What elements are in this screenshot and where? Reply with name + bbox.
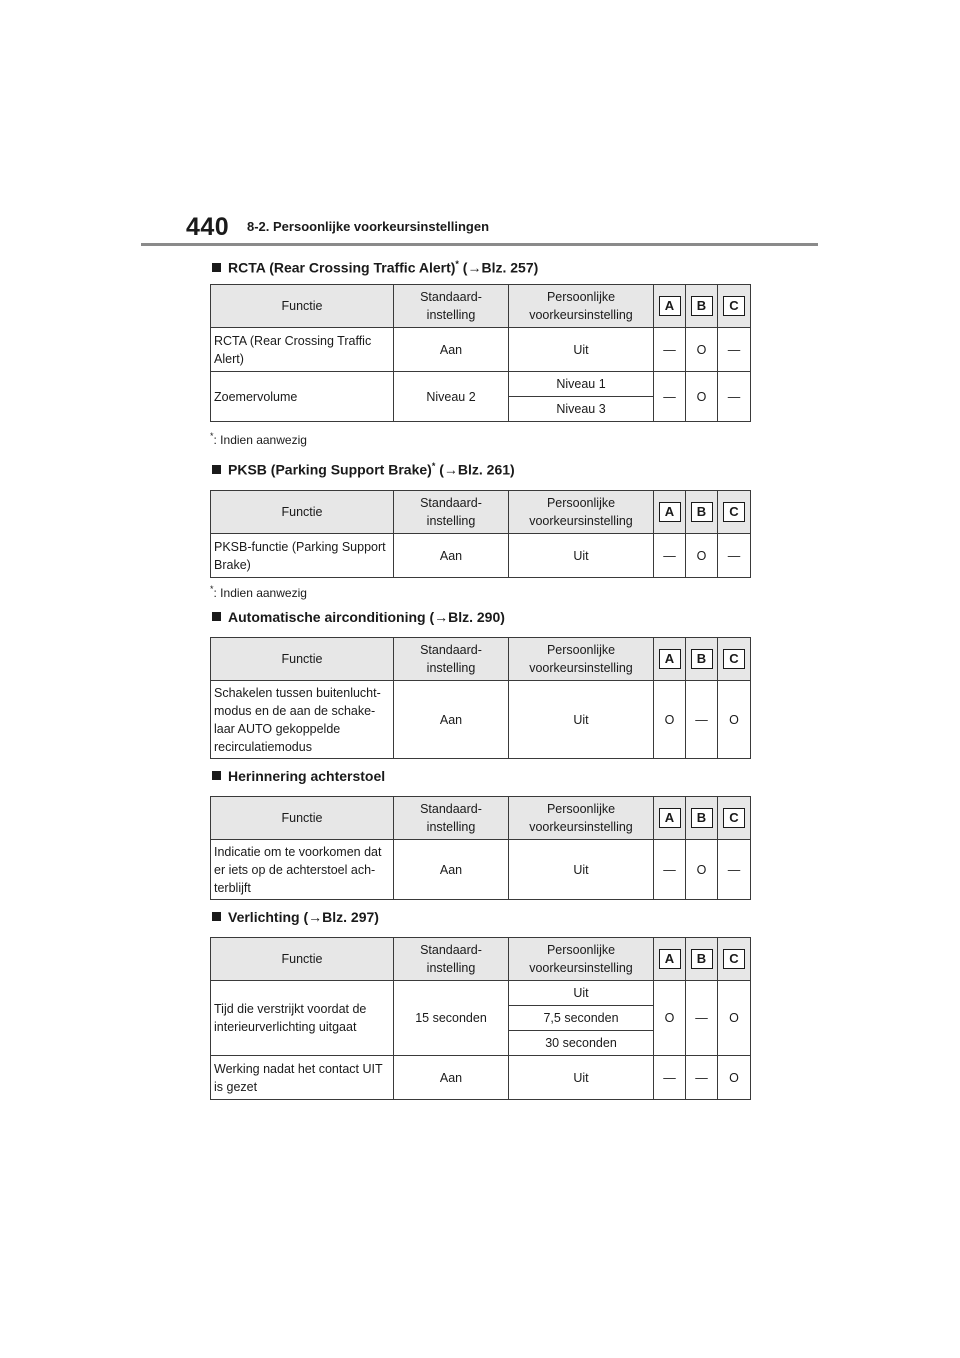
table-row bbox=[211, 681, 751, 759]
cell-functie: Werking nadat het contact UIT is gezet bbox=[211, 1056, 394, 1100]
footnote: *: Indien aanwezig bbox=[210, 584, 307, 600]
header-a bbox=[654, 491, 686, 534]
header-persoonlijke: Persoonlijke voorkeursinstelling bbox=[509, 797, 654, 840]
header-b bbox=[686, 797, 718, 840]
letter-c-icon: C bbox=[723, 808, 745, 828]
footnote: *: Indien aanwezig bbox=[210, 431, 307, 447]
header-c bbox=[718, 938, 751, 981]
header-persoonlijke: Persoonlijke voorkeursinstelling bbox=[509, 938, 654, 981]
table-header-row bbox=[211, 491, 751, 534]
cell-c: — bbox=[718, 840, 751, 900]
table-header-row bbox=[211, 285, 751, 328]
letter-b-icon: B bbox=[691, 808, 713, 828]
cell-standaard: Aan bbox=[394, 534, 509, 578]
cell-b: — bbox=[686, 1056, 718, 1100]
table-row bbox=[211, 534, 751, 578]
table-row bbox=[211, 981, 751, 1006]
settings-table-airco bbox=[210, 637, 751, 759]
cell-persoonlijke: Uit bbox=[509, 328, 654, 372]
cell-a: — bbox=[654, 372, 686, 422]
page-number: 440 bbox=[186, 213, 230, 241]
header-persoonlijke: Persoonlijke voorkeursinstelling bbox=[509, 491, 654, 534]
cell-b: O bbox=[686, 372, 718, 422]
cell-b: O bbox=[686, 534, 718, 578]
cell-c: O bbox=[718, 1056, 751, 1100]
cell-c: — bbox=[718, 534, 751, 578]
cell-standaard: Aan bbox=[394, 840, 509, 900]
header-divider bbox=[141, 243, 818, 246]
cell-a: — bbox=[654, 840, 686, 900]
cell-persoonlijke: 7,5 seconden bbox=[509, 1006, 654, 1031]
section-title-verlichting: Verlichting (→Blz. 297) bbox=[212, 909, 379, 925]
header-c bbox=[718, 638, 751, 681]
letter-a-icon: A bbox=[659, 296, 681, 316]
header-functie: Functie bbox=[211, 938, 394, 981]
bullet-square-icon bbox=[212, 263, 221, 272]
header-b bbox=[686, 938, 718, 981]
settings-table-pksb bbox=[210, 490, 751, 578]
header-b bbox=[686, 638, 718, 681]
cell-a: — bbox=[654, 534, 686, 578]
bullet-square-icon bbox=[212, 771, 221, 780]
header-functie: Functie bbox=[211, 285, 394, 328]
letter-b-icon: B bbox=[691, 949, 713, 969]
cell-standaard: Niveau 2 bbox=[394, 372, 509, 422]
cell-functie: RCTA (Rear Crossing Traffic Alert) bbox=[211, 328, 394, 372]
cell-persoonlijke: Uit bbox=[509, 981, 654, 1006]
cell-persoonlijke: 30 seconden bbox=[509, 1031, 654, 1056]
table-row bbox=[211, 1056, 751, 1100]
header-a bbox=[654, 797, 686, 840]
cell-persoonlijke: Niveau 3 bbox=[509, 397, 654, 422]
cell-a: O bbox=[654, 681, 686, 759]
section-title-rcta: RCTA (Rear Crossing Traffic Alert)* (→Blz. 257) bbox=[212, 259, 538, 276]
cell-functie: Schakelen tussen buitenlucht-modus en de aan de schake-laar AUTO gekoppelde recirculatiemodus bbox=[211, 681, 394, 759]
header-functie: Functie bbox=[211, 491, 394, 534]
cell-c: O bbox=[718, 681, 751, 759]
header-c bbox=[718, 285, 751, 328]
header-a bbox=[654, 638, 686, 681]
letter-c-icon: C bbox=[723, 949, 745, 969]
cell-a: O bbox=[654, 981, 686, 1056]
header-b bbox=[686, 491, 718, 534]
cell-persoonlijke: Niveau 1 bbox=[509, 372, 654, 397]
letter-c-icon: C bbox=[723, 502, 745, 522]
header-standaard: Standaard-instelling bbox=[394, 797, 509, 840]
cell-b: O bbox=[686, 840, 718, 900]
header-b bbox=[686, 285, 718, 328]
cell-persoonlijke: Uit bbox=[509, 1056, 654, 1100]
header-functie: Functie bbox=[211, 797, 394, 840]
letter-a-icon: A bbox=[659, 649, 681, 669]
table-row bbox=[211, 328, 751, 372]
cell-standaard: Aan bbox=[394, 1056, 509, 1100]
letter-a-icon: A bbox=[659, 949, 681, 969]
section-title-airco: Automatische airconditioning (→Blz. 290) bbox=[212, 609, 505, 625]
chapter-title: 8-2. Persoonlijke voorkeursinstellingen bbox=[247, 219, 490, 234]
bullet-square-icon bbox=[212, 612, 221, 621]
cell-c: — bbox=[718, 372, 751, 422]
cell-functie: Tijd die verstrijkt voordat de interieurverlichting uitgaat bbox=[211, 981, 394, 1056]
letter-a-icon: A bbox=[659, 502, 681, 522]
letter-b-icon: B bbox=[691, 296, 713, 316]
header-functie: Functie bbox=[211, 638, 394, 681]
cell-b: — bbox=[686, 681, 718, 759]
cell-b: — bbox=[686, 981, 718, 1056]
settings-table-herinnering bbox=[210, 796, 751, 900]
header-persoonlijke: Persoonlijke voorkeursinstelling bbox=[509, 638, 654, 681]
table-row bbox=[211, 372, 751, 397]
bullet-square-icon bbox=[212, 465, 221, 474]
cell-b: O bbox=[686, 328, 718, 372]
table-header-row bbox=[211, 938, 751, 981]
header-persoonlijke: Persoonlijke voorkeursinstelling bbox=[509, 285, 654, 328]
cell-c: O bbox=[718, 981, 751, 1056]
cell-standaard: Aan bbox=[394, 681, 509, 759]
letter-c-icon: C bbox=[723, 296, 745, 316]
letter-c-icon: C bbox=[723, 649, 745, 669]
cell-c: — bbox=[718, 328, 751, 372]
letter-b-icon: B bbox=[691, 502, 713, 522]
cell-functie: Zoemervolume bbox=[211, 372, 394, 422]
header-standaard: Standaard-instelling bbox=[394, 938, 509, 981]
header-standaard: Standaard-instelling bbox=[394, 491, 509, 534]
cell-persoonlijke: Uit bbox=[509, 681, 654, 759]
cell-functie: Indicatie om te voorkomen dat er iets op de achterstoel ach-terblijft bbox=[211, 840, 394, 900]
table-header-row bbox=[211, 797, 751, 840]
header-c bbox=[718, 797, 751, 840]
settings-table-verlichting bbox=[210, 937, 751, 1100]
cell-standaard: Aan bbox=[394, 328, 509, 372]
cell-a: — bbox=[654, 1056, 686, 1100]
table-header-row bbox=[211, 638, 751, 681]
cell-persoonlijke: Uit bbox=[509, 840, 654, 900]
cell-functie: PKSB-functie (Parking Support Brake) bbox=[211, 534, 394, 578]
section-title-herinnering: Herinnering achterstoel bbox=[212, 768, 385, 784]
header-standaard: Standaard-instelling bbox=[394, 285, 509, 328]
section-title-pksb: PKSB (Parking Support Brake)* (→Blz. 261) bbox=[212, 461, 515, 478]
header-standaard: Standaard-instelling bbox=[394, 638, 509, 681]
header-a bbox=[654, 938, 686, 981]
cell-a: — bbox=[654, 328, 686, 372]
settings-table-rcta bbox=[210, 284, 751, 422]
letter-b-icon: B bbox=[691, 649, 713, 669]
cell-standaard: 15 seconden bbox=[394, 981, 509, 1056]
header-c bbox=[718, 491, 751, 534]
table-row bbox=[211, 840, 751, 900]
cell-persoonlijke: Uit bbox=[509, 534, 654, 578]
letter-a-icon: A bbox=[659, 808, 681, 828]
header-a bbox=[654, 285, 686, 328]
bullet-square-icon bbox=[212, 912, 221, 921]
